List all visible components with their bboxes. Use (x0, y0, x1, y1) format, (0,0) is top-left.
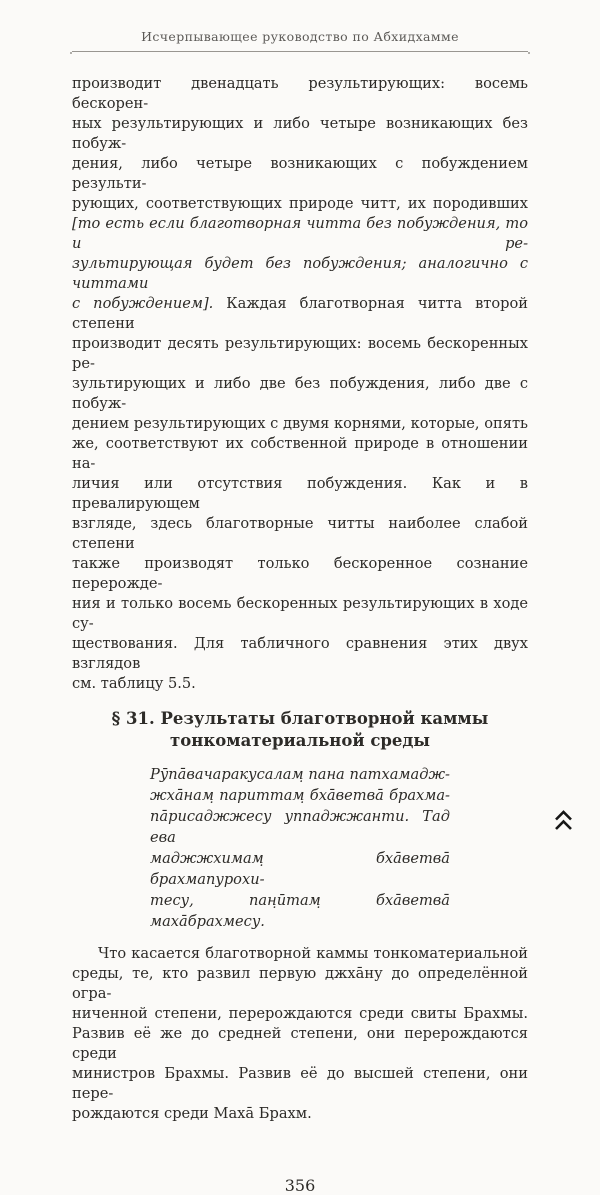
text-line (72, 294, 528, 334)
pali-quote (150, 764, 450, 932)
text-segment: личия или отсутствия побуждения. Как и в превалирующем (72, 475, 528, 512)
text-line (72, 114, 528, 154)
text-segment: производит десять результирующих: восемь бескоренных ре- (72, 335, 528, 372)
text-segment: Развив её же до средней степени, они перерождаются среди (72, 1025, 528, 1062)
text-line (72, 674, 528, 694)
text-line (150, 785, 450, 806)
text-segment: жха̄нам̣ париттам̣ бха̄ветва̄ брахма- (150, 787, 450, 804)
section-heading (72, 708, 528, 752)
text-segment: [то есть если благотворная читта без побуждения, то и ре- (72, 215, 528, 252)
text-line (72, 1104, 528, 1124)
text-segment: министров Брахмы. Развив её до высшей степени, они пере- (72, 1065, 528, 1102)
text-line (150, 890, 450, 932)
text-segment: ных результирующих и либо четыре возникающих без побуж- (72, 115, 528, 152)
text-line (72, 74, 528, 114)
text-segment: с побуждением]. (72, 295, 214, 312)
text-line (72, 634, 528, 674)
text-line (72, 474, 528, 514)
text-line (150, 764, 450, 785)
text-line (150, 848, 450, 890)
text-segment: Рӯпа̄вачаракусалам̣ пана патхамадж- (150, 766, 450, 783)
text-line (150, 806, 450, 848)
text-line (72, 414, 528, 434)
double-chevron-up-icon (554, 809, 573, 835)
text-line (72, 1064, 528, 1104)
text-line (72, 1024, 528, 1064)
text-segment: па̄рисаджжесу уппаджжанти. Тад ева (150, 808, 450, 846)
text-line (72, 1004, 528, 1024)
text-segment: взгляде, здесь благотворные читты наиболее слабой степени (72, 515, 528, 552)
text-line (72, 254, 528, 294)
text-segment: маджжхимам̣ бха̄ветва̄ брахмапурохи- (150, 850, 450, 888)
text-segment: ния и только восемь бескоренных результирующих в ходе су- (72, 595, 528, 632)
text-line (72, 194, 528, 214)
text-segment: рующих, соответствующих природе читт, их породивших (72, 195, 528, 212)
text-segment: дением результирующих с двумя корнями, которые, опять (72, 415, 528, 432)
text-line (72, 374, 528, 414)
text-line (72, 434, 528, 474)
paragraph-final (72, 944, 528, 1124)
text-segment: Каждая благотворная читта второй степени (72, 295, 528, 332)
text-segment: дения, либо четыре возникающих с побуждением результи- (72, 155, 528, 192)
text-segment: зультирующих и либо две без побуждения, либо две с побуж- (72, 375, 528, 412)
text-segment: же, соответствуют их собственной природе в отношении на- (72, 435, 528, 472)
text-segment: ниченной степени, перерождаются среди свиты Брахмы. (72, 1005, 528, 1022)
text-segment: рождаются среди Маха̄ Брахм. (72, 1105, 312, 1122)
section-heading-line1: § 31. Результаты благотворной каммы (111, 709, 489, 728)
text-line (72, 214, 528, 254)
text-line (72, 154, 528, 194)
text-segment: тесу, пан̣ӣтам̣ бха̄ветва̄ маха̄брахмесу. (150, 892, 450, 930)
text-segment: см. таблицу 5.5. (72, 675, 196, 692)
text-line (72, 594, 528, 634)
text-segment: зультирующая будет без побуждения; аналогично с читтами (72, 255, 528, 292)
header-rule (72, 51, 528, 52)
scroll-to-top-button[interactable] (552, 809, 574, 835)
text-segment: ществования. Для табличного сравнения этих двух взглядов (72, 635, 528, 672)
text-line (72, 964, 528, 1004)
running-header-title: Исчерпывающее руководство по Абхидхамме (141, 29, 459, 44)
page-number: 356 (284, 1176, 316, 1195)
text-segment: также производят только бескоренное сознание перерожде- (72, 555, 528, 592)
text-segment: производит двенадцать результирующих: восемь бескорен- (72, 75, 528, 112)
section-heading-line2: тонкоматериальной среды (170, 731, 430, 750)
text-segment: среды, те, кто развил первую джха̄ну до определённой огра- (72, 965, 528, 1002)
text-line (72, 334, 528, 374)
text-segment: Что касается благотворной каммы тонкоматериальной (98, 945, 528, 962)
paragraph-continuation (72, 74, 528, 694)
text-line (72, 554, 528, 594)
text-line (72, 514, 528, 554)
text-line (72, 944, 528, 964)
